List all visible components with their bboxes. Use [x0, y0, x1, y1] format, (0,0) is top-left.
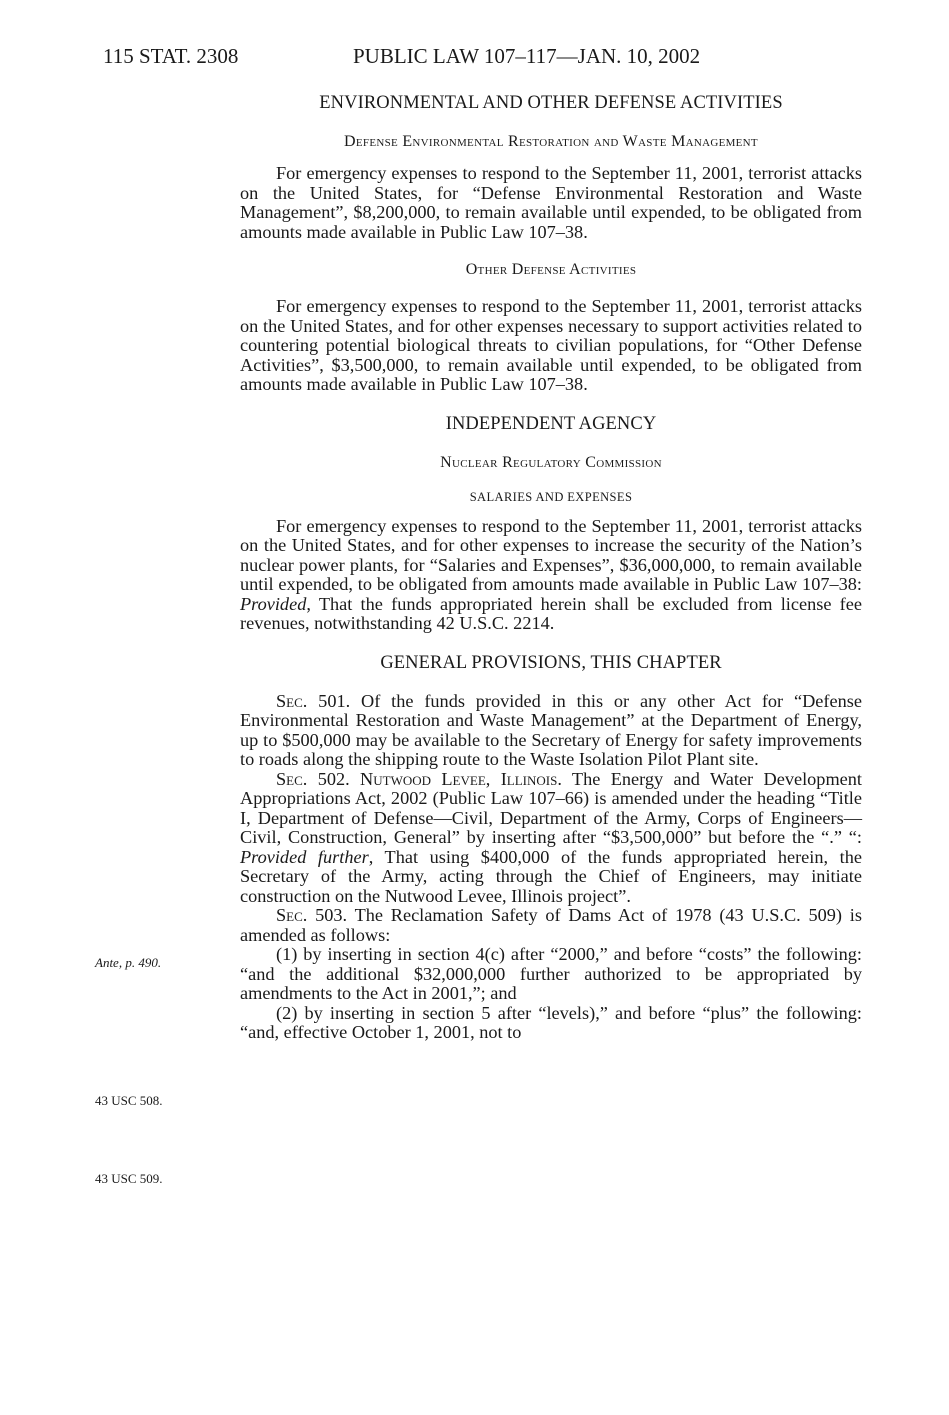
section-503	[240, 906, 862, 945]
subheading-environmental-restoration: Defense Environmental Restoration and Waste Management	[344, 133, 758, 150]
main-text	[240, 92, 862, 1043]
nrc-provided: Provided	[240, 593, 307, 614]
sec-502-text-b: , That using $400,000 of the funds appropriated herein, the Secretary of the Army, acting through the Chief of Engineers, may initiate construction on the Nutwood Levee, Illinois project”.	[240, 846, 862, 906]
subheading-salaries-expenses: SALARIES AND EXPENSES	[469, 489, 633, 504]
margin-note-43usc509: 43 USC 509.	[95, 1171, 163, 1186]
sec-502-label: Sec. 502. Nutwood Levee, Illinois.	[276, 768, 562, 789]
sec-503-label: Sec. 503.	[276, 905, 348, 925]
nrc-text-b: , That the funds appropriated herein shall be excluded from license fee revenues, notwithstanding 42 U.S.C. 2214.	[240, 593, 862, 633]
subheading-nuclear-regulatory-commission: Nuclear Regulatory Commission	[440, 453, 662, 471]
sec-502-provided-further: Provided further	[240, 846, 369, 867]
sec-503-item-2: (2) by inserting in section 5 after “levels),” and before “plus” the following: “and, effective October 1, 2001, not to	[240, 1002, 862, 1042]
margin-note-ante: Ante, p. 490.	[95, 955, 162, 970]
section-501	[240, 692, 862, 770]
heading-independent-agency: INDEPENDENT AGENCY	[445, 413, 657, 434]
nrc-text-a: For emergency expenses to respond to the September 11, 2001, terrorist attacks on the United States, and for other expenses to increase the security of the Nation’s nuclear power plants, for “Salaries and Expenses”, $36,000,000, to remain available until expended, to be obligated from amounts made available in Public Law 107–38:	[240, 515, 862, 594]
paragraph-other-defense-activities: For emergency expenses to respond to the September 11, 2001, terrorist attacks on the United States, and for other expenses necessary to support activities related to countering potential biological threats to civilian populations, for “Other Defense Activities”, $3,500,000, to remain available until expended, to be obligated from amounts made available in Public Law 107–38.	[240, 296, 862, 394]
paragraph-nuclear-regulatory	[240, 517, 862, 634]
page-header	[0, 44, 949, 74]
stat-page-number: 115 STAT. 2308	[103, 44, 239, 68]
public-law-citation: PUBLIC LAW 107–117—JAN. 10, 2002	[353, 44, 701, 68]
paragraph-environmental-restoration: For emergency expenses to respond to the September 11, 2001, terrorist attacks on the United States, for “Defense Environmental Restoration and Waste Management”, $8,200,000, to remain available until expended, to be obligated from amounts made available in Public Law 107–38.	[240, 163, 862, 242]
sec-502-text-a: The Energy and Water Development Appropriations Act, 2002 (Public Law 107–66) is amended under the heading “Title I, Department of Defense—Civil, Department of the Army, Corps of Engineers—Civil, Construction, General” by inserting after “$3,500,000” but before the “.” “:	[240, 768, 862, 847]
margin-note-43usc508: 43 USC 508.	[95, 1093, 163, 1108]
heading-general-provisions: GENERAL PROVISIONS, THIS CHAPTER	[380, 652, 722, 673]
section-502	[240, 770, 862, 907]
subheading-other-defense-activities: Other Defense Activities	[465, 261, 637, 278]
sec-501-text: Of the funds provided in this or any other Act for “Defense Environmental Restoration and Waste Management” at the Department of Energy, up to $500,000 may be available to the Secretary of Energy for safety improvements to roads along the shipping route to the Waste Isolation Pilot Plant site.	[240, 690, 862, 769]
heading-environmental-defense: ENVIRONMENTAL AND OTHER DEFENSE ACTIVITIES	[319, 93, 783, 113]
sec-503-item-1: (1) by inserting in section 4(c) after “2000,” and before “costs” the following: “and the additional $32,000,000 further authorized to be appropriated by amendments to the Act in 2001,”; and	[240, 944, 862, 1003]
sec-503-text: The Reclamation Safety of Dams Act of 1978 (43 U.S.C. 509) is amended as follows:	[240, 905, 862, 945]
sec-501-label: Sec. 501.	[276, 690, 351, 711]
